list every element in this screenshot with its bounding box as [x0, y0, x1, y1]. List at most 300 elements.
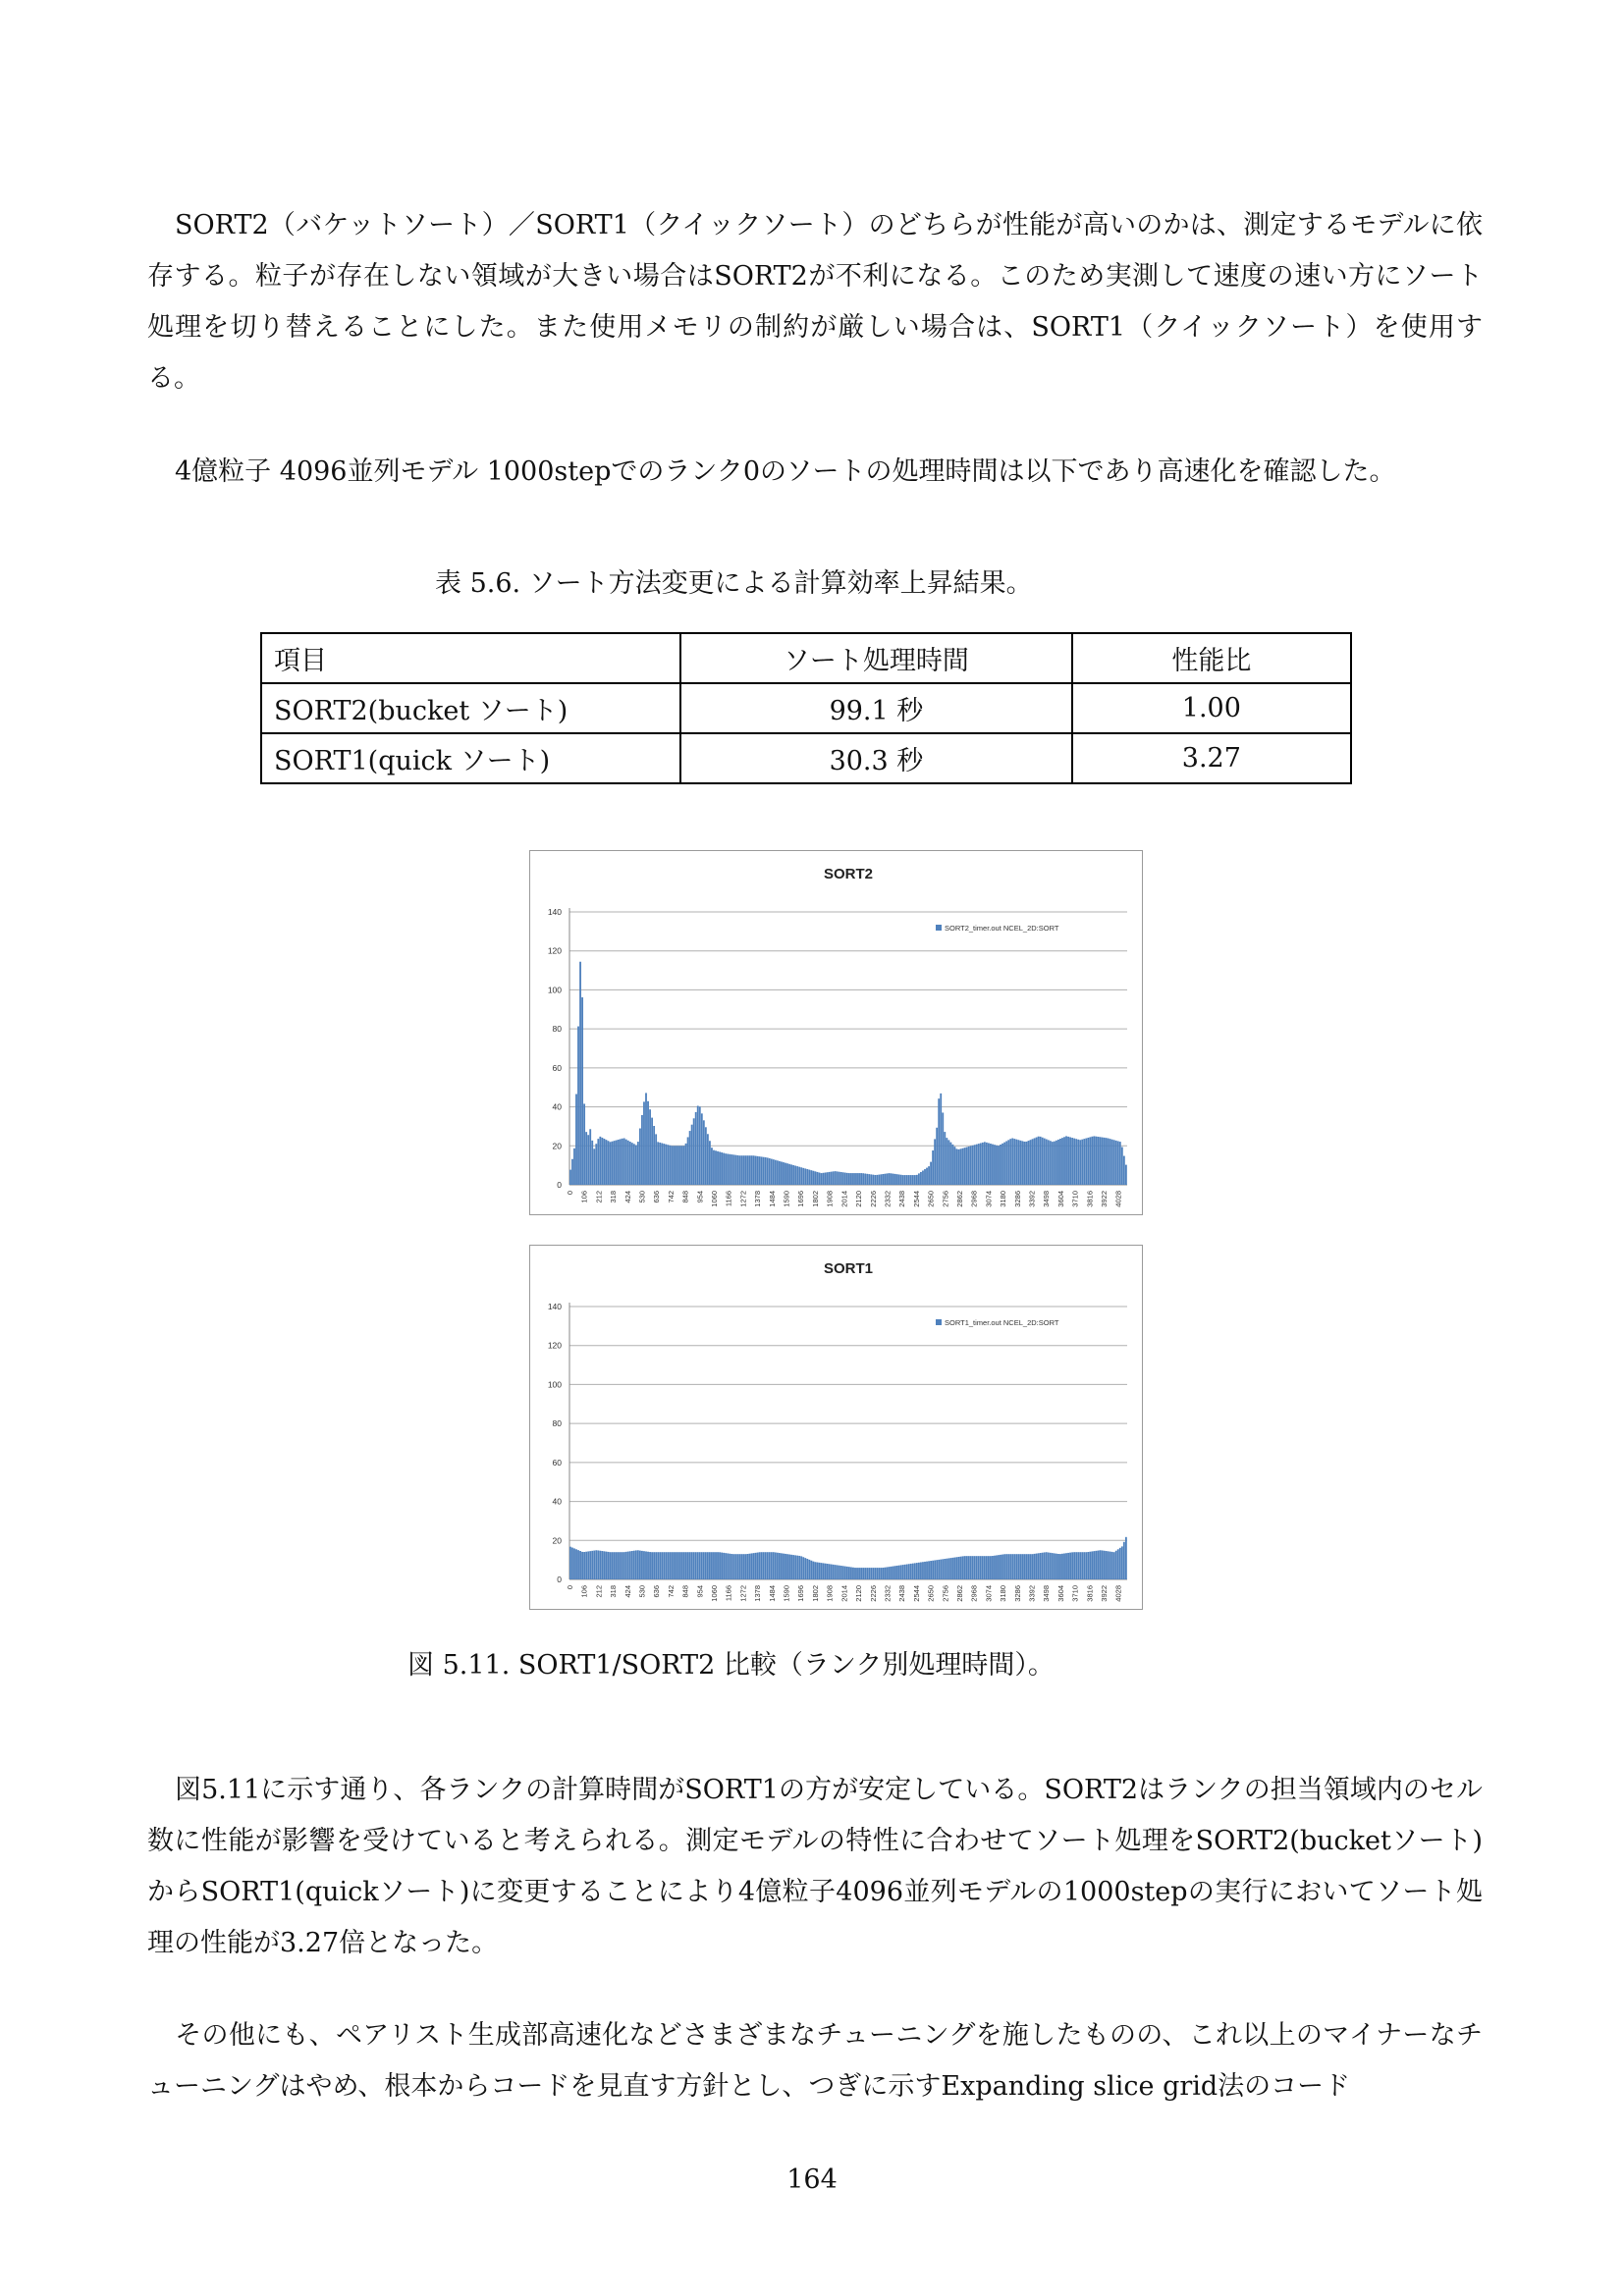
bar	[599, 1137, 601, 1185]
bar	[655, 1134, 657, 1185]
bar	[597, 1139, 599, 1185]
bar	[1007, 1554, 1009, 1579]
bar	[1021, 1554, 1023, 1579]
bar	[755, 1156, 757, 1185]
bar	[864, 1568, 866, 1579]
bar	[806, 1559, 808, 1579]
bar	[790, 1555, 792, 1579]
bar	[643, 1101, 645, 1185]
y-tick-label: 120	[547, 1340, 562, 1351]
bar	[1087, 1552, 1089, 1579]
x-tick-label: 1590	[782, 1585, 791, 1602]
bar	[769, 1552, 771, 1579]
bar	[1040, 1553, 1042, 1579]
bar	[687, 1137, 689, 1185]
bar	[1123, 1156, 1125, 1185]
bar	[839, 1172, 840, 1185]
bar	[785, 1163, 786, 1185]
bar	[709, 1552, 711, 1579]
bar	[1098, 1551, 1100, 1579]
bar	[1117, 1141, 1119, 1185]
bar	[773, 1159, 775, 1185]
bar	[786, 1554, 788, 1579]
x-tick-label: 1166	[724, 1585, 733, 1602]
bar	[581, 1552, 583, 1579]
bar	[742, 1155, 744, 1185]
bar	[1001, 1144, 1003, 1185]
bar	[1110, 1139, 1111, 1185]
bar	[1081, 1552, 1083, 1579]
bar	[645, 1093, 647, 1185]
x-tick-label: 2756	[941, 1191, 950, 1207]
bar	[900, 1565, 902, 1579]
bar	[1123, 1542, 1125, 1579]
bar	[685, 1144, 687, 1185]
bar	[978, 1144, 980, 1185]
bar	[958, 1557, 960, 1579]
bar	[751, 1553, 753, 1579]
bar	[1111, 1140, 1113, 1185]
y-tick-label: 80	[552, 1024, 562, 1035]
bar	[677, 1552, 679, 1579]
bar	[649, 1552, 651, 1579]
figure-caption: 図 5.11. SORT1/SORT2 比較（ランク別処理時間）。	[407, 1650, 1055, 1681]
bar	[1061, 1554, 1063, 1579]
bar	[1046, 1140, 1048, 1186]
bar	[900, 1175, 902, 1185]
bar	[1044, 1552, 1046, 1579]
bar	[1003, 1554, 1005, 1579]
bar	[705, 1552, 707, 1579]
bar	[1100, 1550, 1102, 1579]
bar	[693, 1118, 695, 1185]
bar	[1024, 1554, 1026, 1579]
bar	[665, 1552, 667, 1579]
bar	[1011, 1554, 1013, 1579]
bar	[1042, 1553, 1044, 1579]
bar	[966, 1148, 968, 1185]
bar	[1067, 1553, 1069, 1579]
bar	[880, 1174, 882, 1185]
bar	[914, 1563, 916, 1579]
bar	[842, 1566, 844, 1579]
bar	[908, 1564, 910, 1579]
bar	[817, 1563, 819, 1579]
bar	[908, 1175, 910, 1185]
bar	[858, 1568, 860, 1579]
bar	[833, 1171, 835, 1185]
table-row	[261, 683, 1351, 733]
bar	[1083, 1139, 1085, 1185]
table-header-cell: 項目	[261, 633, 680, 683]
bar	[623, 1552, 625, 1579]
bar	[823, 1173, 825, 1185]
x-tick-label: 2226	[868, 1585, 878, 1602]
bar	[701, 1113, 703, 1185]
bar	[727, 1553, 729, 1579]
bar	[577, 1027, 579, 1185]
bar	[984, 1556, 986, 1579]
bar	[1052, 1142, 1054, 1185]
bar	[976, 1556, 978, 1579]
bar	[781, 1161, 783, 1185]
bar	[968, 1556, 970, 1579]
bar	[856, 1173, 858, 1185]
table-cell: SORT1(quick ソート)	[261, 733, 680, 783]
bar	[581, 997, 583, 1185]
bar	[779, 1161, 781, 1185]
table-cell: SORT2(bucket ソート)	[261, 683, 680, 733]
bar	[775, 1160, 777, 1185]
bar	[956, 1148, 958, 1185]
bar	[850, 1567, 852, 1579]
table-header-cell: ソート処理時間	[680, 633, 1071, 683]
bar	[573, 1548, 575, 1579]
bar	[1024, 1142, 1026, 1185]
bar	[633, 1551, 635, 1579]
bar	[974, 1145, 976, 1185]
bar	[808, 1170, 810, 1185]
bar	[889, 1567, 891, 1579]
bar	[591, 1141, 593, 1185]
bar	[695, 1112, 697, 1185]
bar	[896, 1174, 898, 1185]
bar	[663, 1552, 665, 1579]
paragraph-other-tuning	[147, 2010, 1483, 2112]
y-tick-label: 40	[552, 1496, 562, 1507]
x-tick-label: 1696	[796, 1585, 806, 1602]
bar	[1125, 1537, 1127, 1579]
bar	[595, 1144, 597, 1185]
bar	[699, 1106, 701, 1185]
bar	[1003, 1143, 1005, 1185]
x-tick-label: 2968	[969, 1585, 979, 1602]
bar	[962, 1556, 964, 1579]
x-tick-label: 2968	[969, 1191, 979, 1207]
bar	[887, 1173, 889, 1185]
bar	[898, 1174, 900, 1185]
bar	[990, 1556, 992, 1579]
bar	[885, 1568, 887, 1579]
bar	[798, 1556, 800, 1579]
bar	[610, 1142, 612, 1185]
bar	[623, 1139, 625, 1185]
bar	[1115, 1141, 1117, 1185]
bar	[806, 1169, 808, 1185]
y-tick-label: 20	[552, 1535, 562, 1546]
bar	[878, 1175, 880, 1185]
bar	[759, 1156, 761, 1185]
bar	[765, 1157, 767, 1185]
bar	[835, 1171, 837, 1185]
x-tick-label: 3392	[1027, 1191, 1037, 1207]
bar	[717, 1151, 719, 1185]
bar	[753, 1155, 755, 1185]
y-tick-label: 120	[547, 945, 562, 956]
bar	[606, 1140, 608, 1185]
bar	[575, 1549, 577, 1579]
bar	[906, 1175, 908, 1185]
bar	[894, 1566, 896, 1579]
table-row	[261, 733, 1351, 783]
bar	[731, 1154, 732, 1185]
bar	[1057, 1140, 1059, 1185]
legend-label: SORT1_timer.out NCEL_2D:SORT	[945, 1318, 1059, 1327]
bar	[1019, 1554, 1021, 1579]
bar	[1102, 1550, 1104, 1579]
x-tick-label: 3498	[1042, 1191, 1052, 1207]
bar	[673, 1552, 675, 1579]
x-tick-label: 3180	[999, 1191, 1008, 1207]
bar	[854, 1173, 856, 1185]
bar	[1005, 1142, 1007, 1185]
bar	[734, 1155, 736, 1185]
bar	[964, 1556, 966, 1579]
bar	[665, 1145, 667, 1185]
bar	[745, 1155, 747, 1185]
bar	[936, 1128, 938, 1185]
bar	[1063, 1554, 1065, 1580]
bar	[926, 1562, 928, 1579]
bar	[986, 1556, 988, 1579]
bar	[996, 1555, 998, 1579]
bar	[850, 1173, 852, 1185]
x-tick-label: 2226	[868, 1191, 878, 1207]
bar	[862, 1173, 864, 1185]
bar	[1001, 1555, 1003, 1579]
bar	[1073, 1139, 1075, 1185]
bar	[988, 1556, 990, 1579]
legend-label: SORT2_timer.out NCEL_2D:SORT	[945, 924, 1059, 933]
x-tick-label: 424	[623, 1191, 632, 1203]
bar	[651, 1118, 653, 1185]
x-tick-label: 1696	[796, 1191, 806, 1207]
bar	[606, 1552, 608, 1579]
x-tick-label: 318	[609, 1585, 619, 1598]
bar	[964, 1148, 966, 1185]
bar	[583, 1552, 585, 1579]
bar	[891, 1173, 893, 1185]
bar	[587, 1135, 589, 1185]
bar	[982, 1556, 984, 1579]
x-tick-label: 3074	[984, 1191, 994, 1207]
bar	[946, 1138, 947, 1185]
bar	[842, 1172, 844, 1185]
bar	[775, 1552, 777, 1579]
bar	[745, 1554, 747, 1579]
bar	[616, 1552, 618, 1579]
bar	[777, 1553, 779, 1579]
bar	[629, 1142, 631, 1185]
table-header-cell: 性能比	[1072, 633, 1351, 683]
bar	[589, 1129, 591, 1185]
chart-title: SORT2	[823, 866, 874, 882]
bar	[637, 1550, 639, 1579]
bar	[808, 1560, 810, 1579]
bar	[1077, 1140, 1079, 1185]
x-tick-label: 3180	[999, 1585, 1008, 1602]
bar	[703, 1552, 705, 1579]
bar	[1030, 1140, 1032, 1185]
bar	[918, 1173, 920, 1185]
bar	[898, 1566, 900, 1579]
bar	[982, 1143, 984, 1185]
y-tick-label: 80	[552, 1418, 562, 1429]
bar	[618, 1140, 620, 1185]
bar	[880, 1568, 882, 1579]
bar	[625, 1140, 627, 1185]
bar	[769, 1158, 771, 1185]
x-tick-label: 3816	[1085, 1191, 1095, 1207]
bar	[1038, 1553, 1040, 1579]
bar	[608, 1141, 610, 1185]
x-tick-label: 106	[579, 1585, 589, 1598]
bar	[717, 1552, 719, 1579]
bar	[1075, 1552, 1077, 1579]
bar	[930, 1162, 932, 1185]
bar	[631, 1143, 633, 1185]
x-tick-label: 2756	[941, 1585, 950, 1602]
bar	[725, 1153, 727, 1185]
bar	[910, 1175, 912, 1185]
bar	[821, 1173, 823, 1185]
bar	[866, 1568, 868, 1579]
bar	[1030, 1554, 1032, 1579]
bar	[790, 1164, 792, 1185]
bar	[1032, 1554, 1034, 1579]
bar	[597, 1550, 599, 1579]
bar	[1117, 1549, 1119, 1579]
x-tick-label: 2120	[854, 1585, 864, 1602]
bar	[1098, 1137, 1100, 1185]
bar	[771, 1159, 773, 1185]
bar	[627, 1552, 629, 1579]
x-tick-label: 1166	[724, 1191, 733, 1207]
y-tick-label: 0	[557, 1575, 562, 1584]
bar	[1036, 1138, 1038, 1185]
bar	[736, 1554, 738, 1579]
bar	[944, 1132, 946, 1185]
bar	[906, 1565, 908, 1579]
bar	[1061, 1138, 1063, 1185]
bar	[984, 1142, 986, 1185]
bar	[862, 1568, 864, 1579]
bar	[601, 1551, 603, 1579]
bar	[753, 1553, 755, 1579]
bar	[679, 1552, 681, 1579]
bar	[1091, 1137, 1093, 1185]
bar	[1100, 1137, 1102, 1185]
y-tick-label: 20	[552, 1141, 562, 1151]
bar	[1007, 1140, 1009, 1185]
x-tick-label: 2544	[911, 1585, 921, 1602]
bar	[647, 1101, 649, 1185]
bar	[1019, 1141, 1021, 1185]
chart-sort2	[529, 850, 1143, 1215]
bar	[1119, 1142, 1121, 1185]
bar	[749, 1155, 751, 1185]
x-tick-label: 530	[637, 1191, 647, 1203]
bar	[804, 1168, 806, 1185]
bar	[719, 1151, 721, 1185]
bar	[825, 1564, 827, 1579]
bar	[1113, 1552, 1115, 1579]
bar	[734, 1554, 736, 1579]
bar	[798, 1167, 800, 1185]
x-tick-label: 1802	[810, 1585, 820, 1602]
bar	[839, 1566, 840, 1579]
bar	[1036, 1554, 1038, 1579]
bar	[885, 1174, 887, 1185]
bar	[894, 1174, 896, 1185]
bar	[729, 1154, 731, 1185]
bar	[713, 1552, 715, 1579]
bar	[759, 1552, 761, 1579]
bar	[1110, 1552, 1111, 1579]
paragraph-text: 4億粒子 4096並列モデル 1000stepでのランク0のソートの処理時間は以下であり高速化を確認した。	[175, 456, 1396, 487]
bar	[639, 1551, 641, 1579]
bar	[659, 1552, 661, 1579]
bar	[914, 1175, 916, 1185]
bar	[763, 1552, 765, 1579]
bar	[593, 1551, 595, 1579]
bar	[1013, 1139, 1015, 1185]
bar	[887, 1567, 889, 1579]
bar	[599, 1551, 601, 1579]
bar	[827, 1172, 829, 1185]
bar	[960, 1148, 962, 1185]
bar	[990, 1144, 992, 1185]
x-tick-label: 2544	[911, 1191, 921, 1207]
x-tick-label: 2862	[954, 1585, 964, 1602]
bar	[819, 1563, 821, 1579]
x-tick-label: 1060	[710, 1191, 720, 1207]
bar	[1040, 1137, 1042, 1185]
bar	[1108, 1139, 1110, 1185]
bar	[988, 1143, 990, 1185]
bar	[1057, 1554, 1059, 1579]
bar	[1079, 1552, 1081, 1579]
x-tick-label: 1378	[753, 1191, 763, 1207]
bar	[697, 1106, 699, 1185]
bar	[804, 1558, 806, 1579]
bar	[783, 1554, 785, 1579]
bar	[715, 1552, 717, 1579]
bar	[589, 1551, 591, 1579]
result-table	[260, 632, 1352, 784]
x-tick-label: 2650	[926, 1191, 936, 1207]
x-tick-label: 2014	[839, 1191, 849, 1207]
bar	[732, 1154, 734, 1185]
bar	[922, 1171, 924, 1185]
bar	[577, 1550, 579, 1579]
bar	[854, 1568, 856, 1579]
bar	[994, 1145, 996, 1185]
bar	[761, 1552, 763, 1579]
bar	[667, 1145, 669, 1185]
bar	[1085, 1139, 1087, 1185]
bar	[846, 1567, 848, 1579]
bar	[785, 1554, 786, 1579]
bar	[1054, 1142, 1056, 1185]
bar	[940, 1560, 942, 1579]
bar	[653, 1552, 655, 1579]
bar	[1050, 1141, 1052, 1185]
bar	[932, 1150, 934, 1185]
bar	[608, 1552, 610, 1579]
bar	[819, 1173, 821, 1185]
bar	[612, 1142, 614, 1185]
